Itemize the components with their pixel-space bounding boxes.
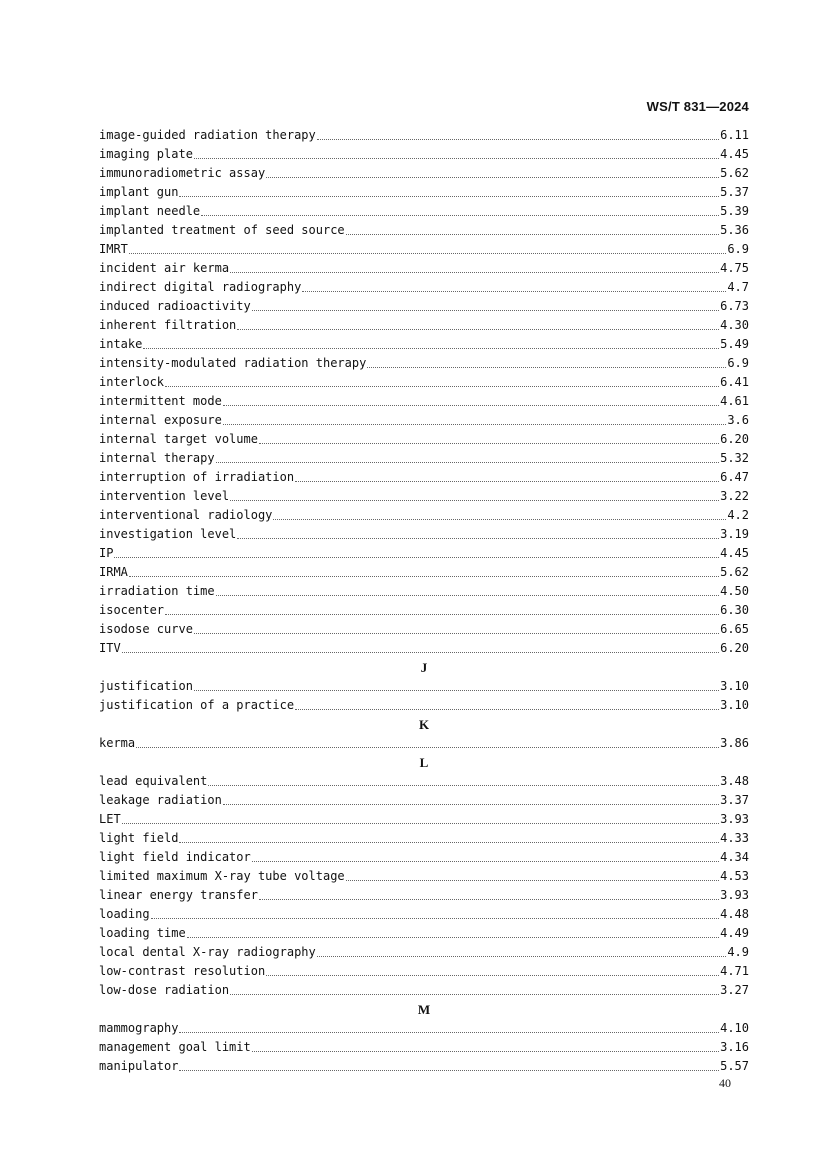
- index-entry: [99, 639, 749, 658]
- index-term: ITV: [99, 641, 121, 655]
- index-term: internal therapy: [99, 451, 215, 465]
- dot-leader: [223, 424, 726, 425]
- index-term: management goal limit: [99, 1040, 251, 1054]
- dot-leader: [129, 253, 726, 254]
- index-term: image-guided radiation therapy: [99, 128, 316, 142]
- dot-leader: [179, 1070, 719, 1071]
- dot-leader: [295, 709, 719, 710]
- index-term: low-contrast resolution: [99, 964, 266, 978]
- dot-leader: [230, 500, 719, 501]
- index-term: implant needle: [99, 204, 201, 218]
- index-entry: [99, 392, 749, 411]
- index-reference: 4.34: [720, 850, 749, 864]
- index-entry: [99, 601, 749, 620]
- index-reference: 6.9: [727, 242, 749, 256]
- index-reference: 4.9: [727, 945, 749, 959]
- index-entry: [99, 848, 749, 867]
- index-reference: 4.61: [720, 394, 749, 408]
- index-entry: [99, 696, 749, 715]
- dot-leader: [273, 519, 726, 520]
- document-code: WS/T 831—2024: [646, 99, 749, 114]
- index-term: inherent filtration: [99, 318, 237, 332]
- index-reference: 6.65: [720, 622, 749, 636]
- dot-leader: [165, 386, 719, 387]
- dot-leader: [230, 994, 719, 995]
- index-term: interlock: [99, 375, 165, 389]
- dot-leader: [187, 937, 719, 938]
- index-term: implant gun: [99, 185, 179, 199]
- index-reference: 4.53: [720, 869, 749, 883]
- index-reference: 4.75: [720, 261, 749, 275]
- index-reference: 3.6: [727, 413, 749, 427]
- dot-leader: [367, 367, 726, 368]
- index-term: loading: [99, 907, 150, 921]
- index-entry: [99, 791, 749, 810]
- index-entry: [99, 145, 749, 164]
- section-letter: L: [419, 755, 429, 770]
- index-term: induced radioactivity: [99, 299, 251, 313]
- index-reference: 3.10: [720, 698, 749, 712]
- index-term: leakage radiation: [99, 793, 222, 807]
- index-reference: 6.47: [720, 470, 749, 484]
- index-term: local dental X-ray radiography: [99, 945, 316, 959]
- index-reference: 3.10: [720, 679, 749, 693]
- index-reference: 3.16: [720, 1040, 749, 1054]
- index-reference: 6.11: [720, 128, 749, 142]
- index-term: intervention level: [99, 489, 230, 503]
- index-entry: [99, 620, 749, 639]
- index-term: manipulator: [99, 1059, 179, 1073]
- index-reference: 4.71: [720, 964, 749, 978]
- dot-leader: [223, 804, 719, 805]
- index-entry: [99, 221, 749, 240]
- index-entry: [99, 449, 749, 468]
- index-reference: 6.20: [720, 641, 749, 655]
- index-term: LET: [99, 812, 121, 826]
- dot-leader: [179, 196, 719, 197]
- index-reference: 5.39: [720, 204, 749, 218]
- section-letter: J: [420, 660, 428, 675]
- index-entry: [99, 582, 749, 601]
- index-reference: 4.2: [727, 508, 749, 522]
- dot-leader: [194, 158, 719, 159]
- index-reference: 3.48: [720, 774, 749, 788]
- index-reference: 5.62: [720, 166, 749, 180]
- index-entry: [99, 202, 749, 221]
- index-reference: 4.33: [720, 831, 749, 845]
- index-term: loading time: [99, 926, 186, 940]
- index-term: justification of a practice: [99, 698, 295, 712]
- index-entry: [99, 905, 749, 924]
- index-term: IP: [99, 546, 114, 560]
- index-term: interventional radiology: [99, 508, 273, 522]
- dot-leader: [165, 614, 719, 615]
- index-list: [99, 126, 749, 1076]
- dot-leader: [317, 139, 719, 140]
- section-letter: M: [417, 1002, 431, 1017]
- index-reference: 5.57: [720, 1059, 749, 1073]
- index-entry: [99, 430, 749, 449]
- index-term: intermittent mode: [99, 394, 222, 408]
- index-reference: 4.45: [720, 546, 749, 560]
- index-entry: [99, 924, 749, 943]
- dot-leader: [252, 861, 719, 862]
- dot-leader: [143, 348, 719, 349]
- dot-leader: [122, 652, 719, 653]
- dot-leader: [151, 918, 720, 919]
- index-entry: [99, 240, 749, 259]
- index-entry: [99, 487, 749, 506]
- index-reference: 3.93: [720, 888, 749, 902]
- index-term: intake: [99, 337, 143, 351]
- index-term: kerma: [99, 736, 136, 750]
- dot-leader: [346, 880, 719, 881]
- dot-leader: [122, 823, 719, 824]
- dot-leader: [129, 576, 719, 577]
- dot-leader: [136, 747, 719, 748]
- index-term: incident air kerma: [99, 261, 230, 275]
- index-term: imaging plate: [99, 147, 193, 161]
- index-entry: [99, 772, 749, 791]
- dot-leader: [237, 329, 719, 330]
- index-reference: 4.10: [720, 1021, 749, 1035]
- index-reference: 3.19: [720, 527, 749, 541]
- dot-leader: [317, 956, 727, 957]
- index-entry: [99, 373, 749, 392]
- dot-leader: [230, 272, 719, 273]
- index-entry: [99, 886, 749, 905]
- index-entry: [99, 316, 749, 335]
- dot-leader: [114, 557, 719, 558]
- index-reference: 4.30: [720, 318, 749, 332]
- index-entry: [99, 259, 749, 278]
- index-reference: 6.73: [720, 299, 749, 313]
- index-term: limited maximum X-ray tube voltage: [99, 869, 345, 883]
- index-reference: 5.49: [720, 337, 749, 351]
- index-term: mammography: [99, 1021, 179, 1035]
- index-reference: 4.49: [720, 926, 749, 940]
- index-entry: [99, 544, 749, 563]
- dot-leader: [346, 234, 719, 235]
- index-entry: [99, 829, 749, 848]
- index-entry: [99, 943, 749, 962]
- dot-leader: [216, 595, 720, 596]
- index-reference: 4.50: [720, 584, 749, 598]
- index-reference: 6.30: [720, 603, 749, 617]
- index-reference: 3.86: [720, 736, 749, 750]
- index-term: isocenter: [99, 603, 165, 617]
- dot-leader: [252, 1051, 719, 1052]
- dot-leader: [295, 481, 719, 482]
- index-term: lead equivalent: [99, 774, 208, 788]
- index-term: justification: [99, 679, 193, 693]
- index-reference: 3.22: [720, 489, 749, 503]
- index-reference: 3.93: [720, 812, 749, 826]
- index-reference: 4.48: [720, 907, 749, 921]
- dot-leader: [259, 899, 719, 900]
- index-term: intensity-modulated radiation therapy: [99, 356, 367, 370]
- index-term: low-dose radiation: [99, 983, 230, 997]
- index-reference: 5.37: [720, 185, 749, 199]
- index-entry: [99, 297, 749, 316]
- index-entry: [99, 1038, 749, 1057]
- index-entry: [99, 126, 749, 145]
- dot-leader: [266, 177, 719, 178]
- page-number: 40: [719, 1076, 731, 1090]
- index-term: IMRT: [99, 242, 128, 256]
- index-term: internal target volume: [99, 432, 258, 446]
- index-term: light field indicator: [99, 850, 251, 864]
- index-entry: [99, 354, 749, 373]
- section-letter: K: [418, 717, 430, 732]
- index-reference: 3.37: [720, 793, 749, 807]
- index-term: linear energy transfer: [99, 888, 258, 902]
- index-term: light field: [99, 831, 179, 845]
- index-entry: [99, 734, 749, 753]
- index-reference: 6.9: [727, 356, 749, 370]
- index-entry: [99, 335, 749, 354]
- index-term: interruption of irradiation: [99, 470, 295, 484]
- dot-leader: [259, 443, 719, 444]
- index-reference: 5.32: [720, 451, 749, 465]
- index-entry: [99, 278, 749, 297]
- dot-leader: [237, 538, 719, 539]
- index-term: irradiation time: [99, 584, 215, 598]
- index-entry: [99, 810, 749, 829]
- dot-leader: [252, 310, 719, 311]
- index-entry: [99, 1057, 749, 1076]
- index-reference: 4.45: [720, 147, 749, 161]
- dot-leader: [179, 1032, 719, 1033]
- index-term: isodose curve: [99, 622, 193, 636]
- index-entry: [99, 962, 749, 981]
- index-reference: 4.7: [727, 280, 749, 294]
- index-term: IRMA: [99, 565, 128, 579]
- index-entry: [99, 411, 749, 430]
- index-term: internal exposure: [99, 413, 222, 427]
- index-reference: 3.27: [720, 983, 749, 997]
- index-entry: [99, 563, 749, 582]
- dot-leader: [223, 405, 719, 406]
- dot-leader: [208, 785, 719, 786]
- index-entry: [99, 164, 749, 183]
- index-entry: [99, 525, 749, 544]
- index-term: immunoradiometric assay: [99, 166, 266, 180]
- index-entry: [99, 468, 749, 487]
- index-entry: [99, 506, 749, 525]
- index-entry: [99, 677, 749, 696]
- dot-leader: [194, 633, 719, 634]
- index-reference: 6.20: [720, 432, 749, 446]
- dot-leader: [179, 842, 719, 843]
- dot-leader: [216, 462, 720, 463]
- dot-leader: [266, 975, 719, 976]
- index-reference: 5.36: [720, 223, 749, 237]
- index-term: investigation level: [99, 527, 237, 541]
- index-term: implanted treatment of seed source: [99, 223, 345, 237]
- dot-leader: [201, 215, 719, 216]
- index-entry: [99, 183, 749, 202]
- dot-leader: [194, 690, 719, 691]
- index-entry: [99, 1019, 749, 1038]
- index-reference: 6.41: [720, 375, 749, 389]
- index-entry: [99, 867, 749, 886]
- dot-leader: [302, 291, 726, 292]
- index-term: indirect digital radiography: [99, 280, 302, 294]
- index-reference: 5.62: [720, 565, 749, 579]
- index-entry: [99, 981, 749, 1000]
